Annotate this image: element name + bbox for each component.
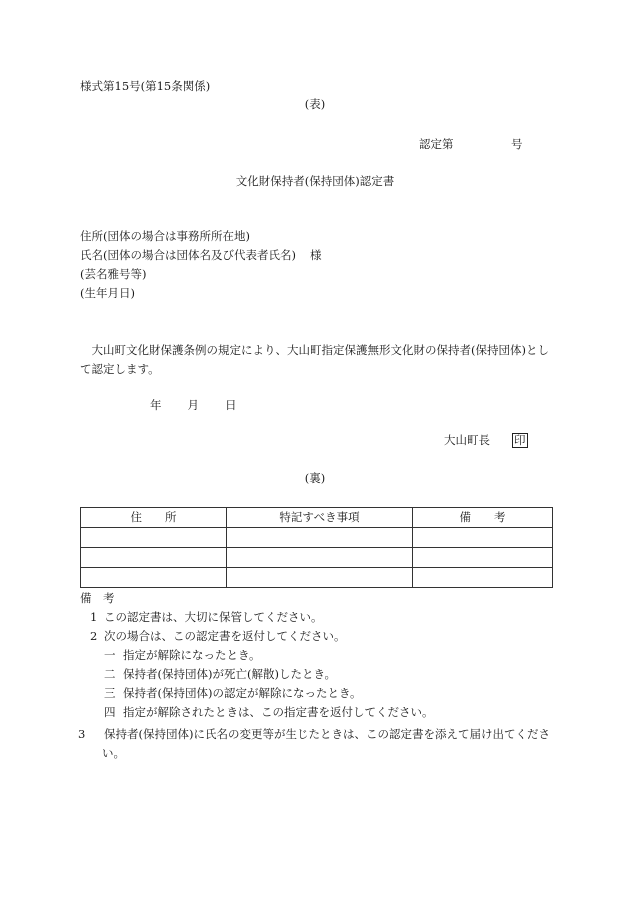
notes-heading: 備 考 bbox=[80, 591, 115, 605]
note-subitem-text: 指定が解除されたときは、この指定書を返付してください。 bbox=[123, 705, 434, 719]
note-number: 2 bbox=[90, 629, 98, 643]
name-row bbox=[80, 249, 321, 263]
honorific: 様 bbox=[309, 248, 322, 262]
note-subitem-text: 保持者(保持団体)が死亡(解散)したとき。 bbox=[123, 667, 336, 681]
note-text: この認定書は、大切に保管してください。 bbox=[104, 610, 323, 624]
date-year: 年 bbox=[150, 398, 162, 412]
records-table bbox=[80, 507, 553, 588]
seal-stamp: 印 bbox=[514, 433, 526, 447]
stage-name-label: (芸名雅号等) bbox=[80, 267, 147, 281]
table-cell bbox=[81, 548, 227, 568]
note-item bbox=[78, 725, 572, 763]
table-cell bbox=[413, 568, 553, 588]
note-number: 3 bbox=[78, 727, 86, 741]
table-cell bbox=[227, 568, 413, 588]
form-number: 様式第15号(第15条関係) bbox=[80, 79, 211, 93]
column-header-special-notes: 特記すべき事項 bbox=[227, 508, 413, 528]
name-label: 氏名(団体の場合は団体名及び代表者氏名) bbox=[80, 248, 296, 262]
date-day: 日 bbox=[225, 398, 237, 412]
certification-number-suffix: 号 bbox=[511, 137, 523, 151]
column-header-remarks: 備 考 bbox=[413, 508, 553, 528]
table-cell bbox=[227, 528, 413, 548]
certification-number-prefix: 認定第 bbox=[419, 137, 454, 151]
table-cell bbox=[81, 568, 227, 588]
issuer bbox=[444, 433, 528, 448]
note-subitem-number: 三 bbox=[104, 686, 116, 700]
note-subitem bbox=[104, 706, 434, 720]
table-cell bbox=[81, 528, 227, 548]
note-subitem bbox=[104, 649, 261, 663]
note-item bbox=[90, 611, 323, 625]
column-header-address: 住 所 bbox=[81, 508, 227, 528]
table-row bbox=[81, 548, 553, 568]
table-cell bbox=[227, 548, 413, 568]
date-line bbox=[150, 399, 237, 413]
note-text: 保持者(保持団体)に氏名の変更等が生じたときは、この認定書を添えて届け出てください。 bbox=[102, 727, 550, 760]
table-cell bbox=[413, 528, 553, 548]
address-label: 住所(団体の場合は事務所所在地) bbox=[80, 229, 250, 243]
back-side-label: (裏) bbox=[304, 471, 326, 485]
note-subitem-number: 二 bbox=[104, 667, 116, 681]
note-item bbox=[90, 630, 346, 644]
issuer-title: 大山町長 bbox=[444, 433, 490, 447]
table-row bbox=[81, 528, 553, 548]
document-title: 文化財保持者(保持団体)認定書 bbox=[235, 174, 395, 188]
date-month: 月 bbox=[187, 398, 199, 412]
front-side-label: (表) bbox=[304, 97, 326, 111]
note-subitem-text: 保持者(保持団体)の認定が解除になったとき。 bbox=[123, 686, 362, 700]
note-subitem-number: 四 bbox=[104, 705, 116, 719]
note-number: 1 bbox=[90, 610, 98, 624]
note-subitem bbox=[104, 668, 336, 682]
note-subitem-text: 指定が解除になったとき。 bbox=[123, 648, 261, 662]
note-subitem bbox=[104, 687, 362, 701]
table-cell bbox=[413, 548, 553, 568]
certification-body-text: 大山町文化財保護条例の規定により、大山町指定保護無形文化財の保持者(保持団体)として認定します。 bbox=[80, 343, 549, 376]
note-text: 次の場合は、この認定書を返付してください。 bbox=[104, 629, 346, 643]
table-header-row bbox=[81, 508, 553, 528]
birthdate-label: (生年月日) bbox=[80, 286, 135, 300]
note-subitem-number: 一 bbox=[104, 648, 116, 662]
table-row bbox=[81, 568, 553, 588]
